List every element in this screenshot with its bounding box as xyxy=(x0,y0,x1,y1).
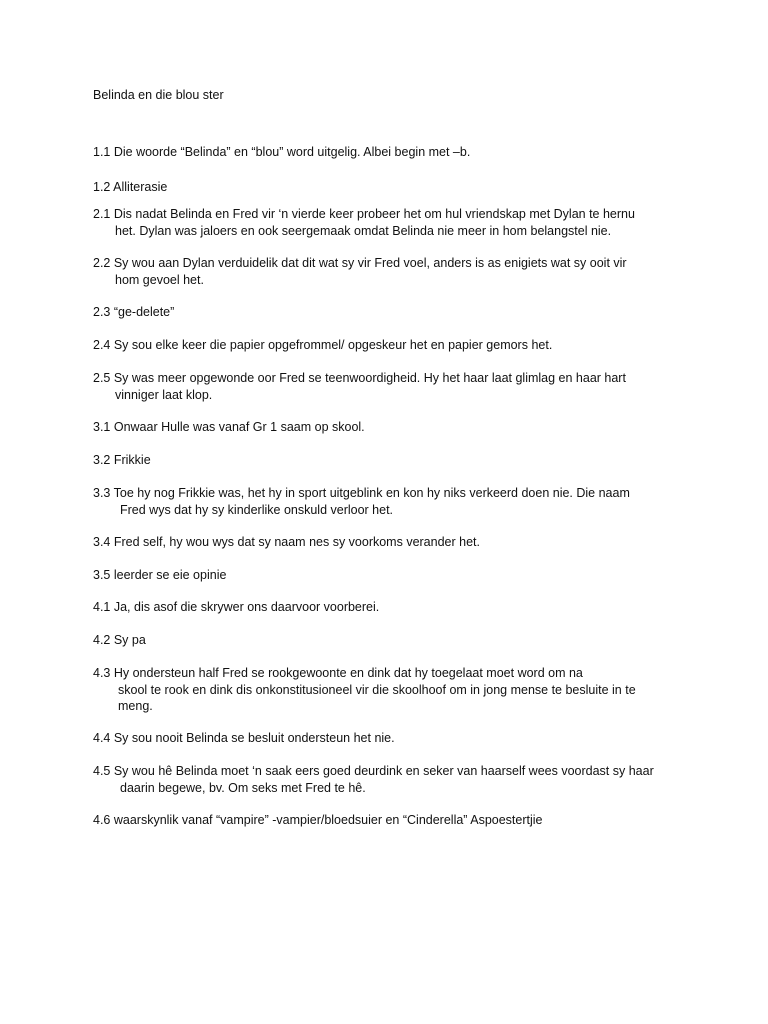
answer-3-5 xyxy=(93,567,693,584)
answer-3-3 xyxy=(93,485,693,518)
answer-line-continued: daarin begewe, bv. Om seks met Fred te hê. xyxy=(120,780,366,795)
answer-line: 2.1 Dis nadat Belinda en Fred vir ‘n vierde keer probeer het om hul vriendskap met Dylan te hernu xyxy=(93,207,635,221)
answer-1-1 xyxy=(93,144,693,161)
answer-line: 1.1 Die woorde “Belinda” en “blou” word uitgelig. Albei begin met –b. xyxy=(93,145,471,159)
answer-line: 1.2 Alliterasie xyxy=(93,180,168,194)
answer-1-2 xyxy=(93,179,693,196)
answer-line: 4.1 Ja, dis asof die skrywer ons daarvoor voorberei. xyxy=(93,600,380,614)
answer-2-4 xyxy=(93,337,693,354)
answer-3-4 xyxy=(93,534,693,551)
answer-4-6 xyxy=(93,812,693,829)
answer-line: 4.3 Hy ondersteun half Fred se rookgewoonte en dink dat hy toegelaat moet word om na xyxy=(93,666,583,680)
answer-line: 3.2 Frikkie xyxy=(93,453,151,467)
answer-line-continued: skool te rook en dink dis onkonstitusioneel vir die skoolhoof om in jong mense te besluite in te xyxy=(118,682,636,697)
answer-line: 4.6 waarskynlik vanaf “vampire” -vampier/bloedsuier en “Cinderella” Aspoestertjie xyxy=(93,813,543,827)
answer-line: 2.2 Sy wou aan Dylan verduidelik dat dit wat sy vir Fred voel, anders is as enigiets wat sy ooit vir xyxy=(93,256,627,270)
answer-line-continued: Fred wys dat hy sy kinderlike onskuld verloor het. xyxy=(120,502,394,517)
answer-line: 3.3 Toe hy nog Frikkie was, het hy in sport uitgeblink en kon hy niks verkeerd doen nie. Die naam xyxy=(93,486,630,500)
answer-line: 3.4 Fred self, hy wou wys dat sy naam nes sy voorkoms verander het. xyxy=(93,535,480,549)
answer-2-3 xyxy=(93,304,693,321)
answer-line-continued: meng. xyxy=(118,699,153,713)
answer-3-1 xyxy=(93,419,693,436)
answer-line: 4.2 Sy pa xyxy=(93,633,146,647)
answer-line: 4.5 Sy wou hê Belinda moet ‘n saak eers goed deurdink en seker van haarself wees voordast sy haar xyxy=(93,764,654,778)
answer-line: 3.1 Onwaar Hulle was vanaf Gr 1 saam op skool. xyxy=(93,420,365,434)
answer-4-4 xyxy=(93,730,693,747)
document-title: Belinda en die blou ster xyxy=(93,88,224,102)
answer-4-3 xyxy=(93,665,693,715)
answer-2-1 xyxy=(93,206,693,239)
answer-line-continued: het. Dylan was jaloers en ook seergemaak omdat Belinda nie meer in hom belangstel nie. xyxy=(115,223,612,238)
answer-3-2 xyxy=(93,452,693,469)
answer-4-5 xyxy=(93,763,693,796)
answer-line: 2.5 Sy was meer opgewonde oor Fred se teenwoordigheid. Hy het haar laat glimlag en haar hart xyxy=(93,371,626,385)
answer-2-5 xyxy=(93,370,693,403)
answer-line: 2.4 Sy sou elke keer die papier opgefrommel/ opgeskeur het en papier gemors het. xyxy=(93,338,553,352)
answer-line: 3.5 leerder se eie opinie xyxy=(93,568,227,582)
answer-4-2 xyxy=(93,632,693,649)
answer-4-1 xyxy=(93,599,693,616)
answer-line: 2.3 “ge-delete” xyxy=(93,305,175,319)
answer-line-continued: hom gevoel het. xyxy=(115,272,204,287)
answer-line: 4.4 Sy sou nooit Belinda se besluit ondersteun het nie. xyxy=(93,731,395,745)
answer-2-2 xyxy=(93,255,693,288)
answer-line-continued: vinniger laat klop. xyxy=(115,387,213,402)
